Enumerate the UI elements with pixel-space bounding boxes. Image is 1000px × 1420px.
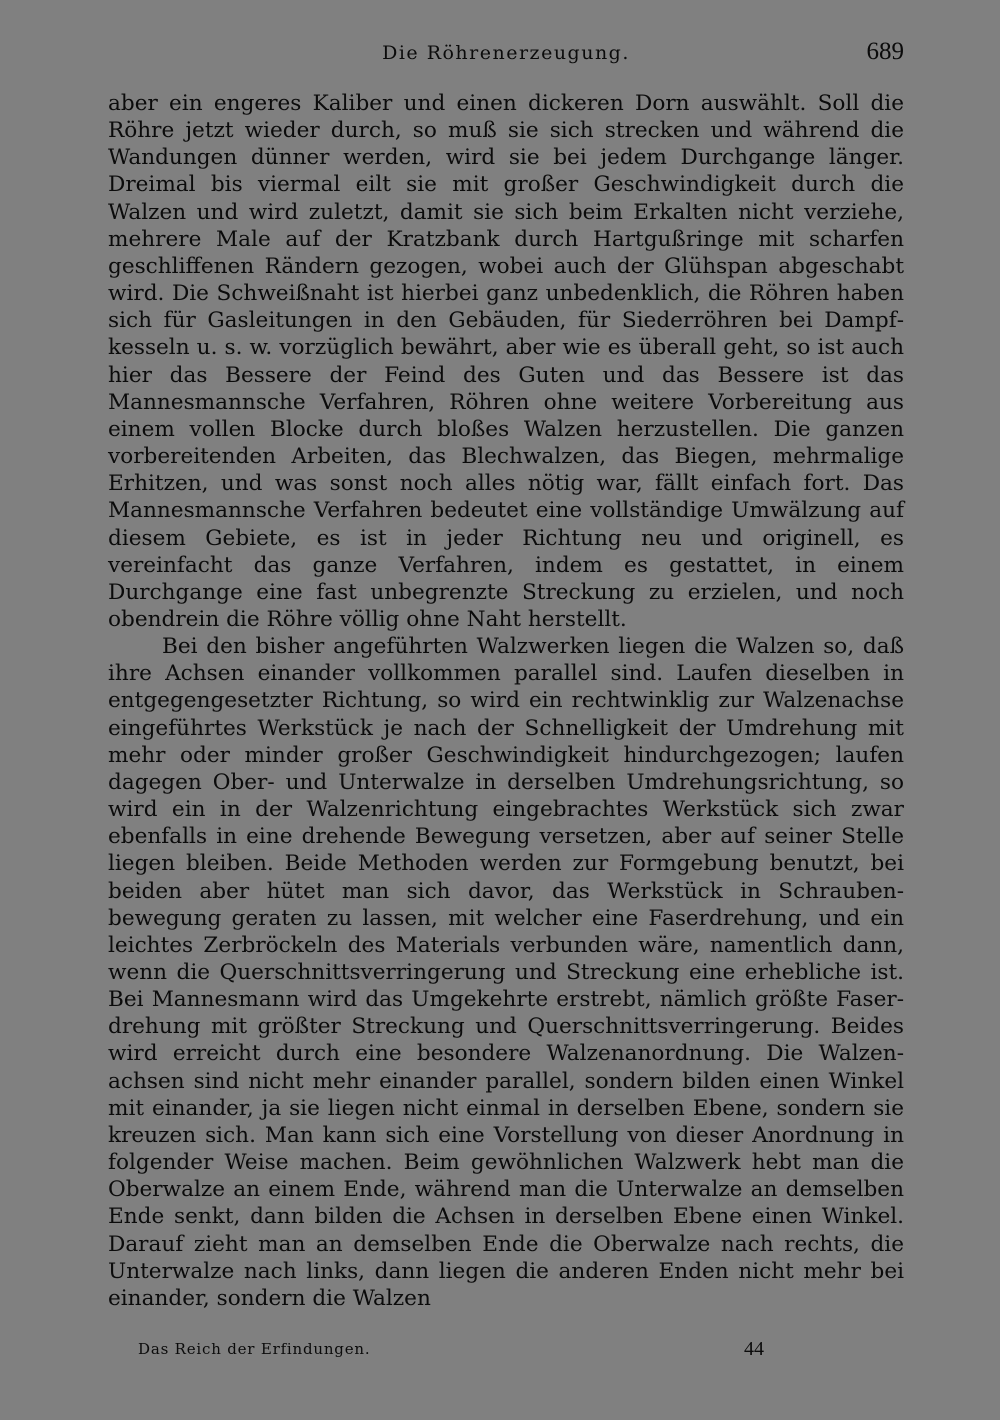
paragraph-1: aber ein engeres Kaliber und einen dickeren Dorn auswählt. Soll die Röhre jetzt wieder durch, so muß sie sich strecken und während die Wandungen dünner werden, wird sie bei jedem Durchgange länger. Dreimal bis viermal eilt sie mit großer Geschwindigkeit durch die Walzen und wird zuletzt, damit sie sich beim Erkalten nicht verziehe, mehrere Male auf der Kratzbank durch Hartgußringe mit scharfen geschliffenen Rändern gezogen, wobei auch der Glühspan abgeschabt wird. Die Schweißnaht ist hierbei ganz unbedenklich, die Röhren haben sich für Gasleitungen in den Gebäuden, für Siederröhren bei Dampfkesseln u. s. w. vorzüglich bewährt, aber wie es überall geht, so ist auch hier das Bessere der Feind des Guten und das Bessere ist das Mannesmannsche Verfahren, Röhren ohne weitere Vorbereitung aus einem vollen Blocke durch bloßes Walzen herzustellen. Die ganzen vorbereitenden Arbeiten, das Blechwalzen, das Biegen, mehrmalige Erhitzen, und was sonst noch alles nötig war, fällt einfach fort. Das Mannesmannsche Verfahren bedeutet eine vollständige Umwälzung auf diesem Gebiete, es ist in jeder Richtung neu und originell, es vereinfacht das ganze Verfahren, indem es gestattet, in einem Durchgange eine fast unbegrenzte Streckung zu erzielen, und noch obendrein die Röhre völlig ohne Naht herstellt. xyxy=(108,91,904,632)
body-text xyxy=(108,90,904,1312)
paragraph-2: Bei den bisher angeführten Walzwerken liegen die Walzen so, daß ihre Achsen einander vollkommen parallel sind. Laufen dieselben in entgegengesetzter Richtung, so wird ein rechtwinklig zur Walzenachse eingeführtes Werkstück je nach der Schnelligkeit der Umdrehung mit mehr oder minder großer Geschwindigkeit hindurchgezogen; laufen dagegen Ober- und Unterwalze in derselben Umdrehungsrichtung, so wird ein in der Walzenrichtung eingebrachtes Werkstück sich zwar ebenfalls in eine drehende Bewegung versetzen, aber auf seiner Stelle liegen bleiben. Beide Methoden werden zur Formgebung benutzt, bei beiden aber hütet man sich davor, das Werkstück in Schraubenbewegung geraten zu lassen, mit welcher eine Faserdrehung, und ein leichtes Zerbröckeln des Materials verbunden wäre, namentlich dann, wenn die Querschnittsverringerung und Streckung eine erhebliche ist. Bei Mannesmann wird das Umgekehrte erstrebt, nämlich größte Faserdrehung mit größter Streckung und Querschnittsverringerung. Beides wird erreicht durch eine besondere Walzenanordnung. Die Walzenachsen sind nicht mehr einander parallel, sondern bilden einen Winkel mit einander, ja sie liegen nicht einmal in derselben Ebene, sondern sie kreuzen sich. Man kann sich eine Vorstellung von dieser Anordnung in folgender Weise machen. Beim gewöhnlichen Walzwerk hebt man die Oberwalze an einem Ende, während man die Unterwalze an demselben Ende senkt, dann bilden die Achsen in derselben Ebene einen Winkel. Darauf zieht man an demselben Ende die Oberwalze nach rechts, die Unterwalze nach links, dann liegen die anderen Enden nicht mehr bei einander, sondern die Walzen xyxy=(108,634,904,1311)
book-imprint: Das Reich der Erfindungen. xyxy=(138,1340,371,1358)
footer xyxy=(108,1338,904,1364)
running-header xyxy=(108,38,904,68)
page-number: 689 xyxy=(866,38,904,65)
sheet-signature-number: 44 xyxy=(744,1338,764,1360)
running-title: Die Röhrenerzeugung. xyxy=(382,42,630,64)
